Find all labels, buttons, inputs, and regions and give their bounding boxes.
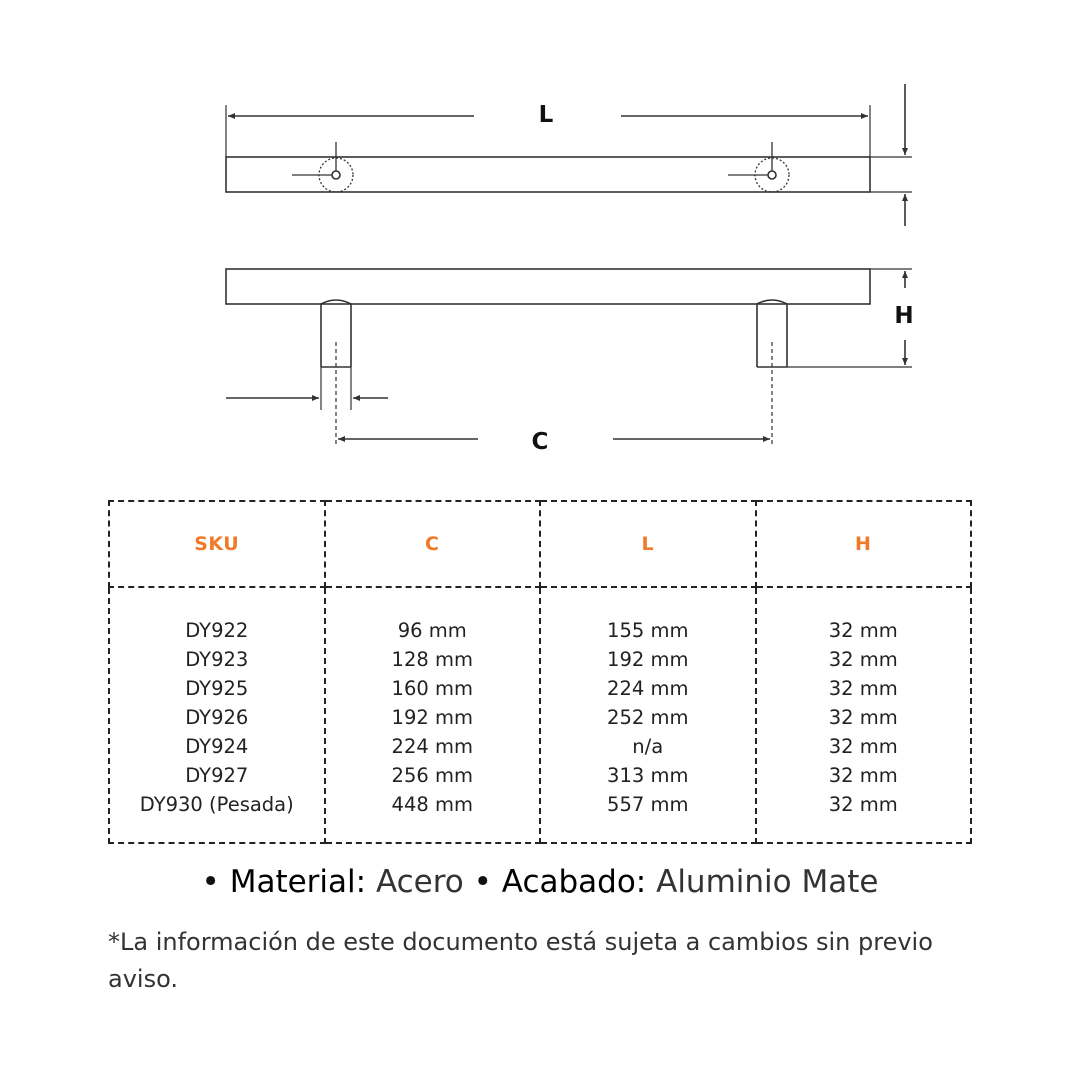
h-cell: 32 mm [828, 677, 898, 700]
handle-technical-drawing [0, 0, 1080, 470]
l-cell: 224 mm [607, 677, 689, 700]
h-cell: 32 mm [828, 619, 898, 642]
sku-cell: DY922 [185, 619, 249, 642]
c-cell: 192 mm [391, 706, 473, 729]
header-c: C [325, 501, 541, 587]
c-cell: 160 mm [391, 677, 473, 700]
l-cell: 192 mm [607, 648, 689, 671]
column-l [540, 587, 756, 843]
sku-cell: DY924 [185, 735, 249, 758]
c-cell: 448 mm [391, 793, 473, 816]
label-c: C [531, 429, 549, 455]
c-cell: 256 mm [391, 764, 473, 787]
column-h [756, 587, 972, 843]
material-value: Acero [375, 864, 464, 900]
l-cell: 252 mm [607, 706, 689, 729]
label-h: H [894, 303, 914, 329]
material-label: Material: [229, 864, 367, 900]
bullet: • [201, 864, 220, 900]
sku-cell: DY923 [185, 648, 249, 671]
finish-value: Aluminio Mate [656, 864, 879, 900]
c-cell: 96 mm [397, 619, 467, 642]
sku-cell: DY926 [185, 706, 249, 729]
h-cell: 32 mm [828, 735, 898, 758]
header-h: H [756, 501, 972, 587]
l-cell: 557 mm [607, 793, 689, 816]
spec-table [108, 500, 972, 844]
label-l: L [538, 102, 554, 128]
h-cell: 32 mm [828, 793, 898, 816]
header-l: L [540, 501, 756, 587]
sku-cell: DY930 (Pesada) [139, 793, 294, 816]
disclaimer: *La información de este documento está sujeta a cambios sin previo aviso. [108, 928, 933, 993]
l-cell: 155 mm [607, 619, 689, 642]
l-cell: 313 mm [607, 764, 689, 787]
sku-cell: DY925 [185, 677, 249, 700]
sku-cell: DY927 [185, 764, 249, 787]
material-finish-line [0, 864, 1080, 900]
bullet: • [473, 864, 492, 900]
h-cell: 32 mm [828, 706, 898, 729]
column-c [325, 587, 541, 843]
l-cell: n/a [632, 735, 664, 758]
c-cell: 224 mm [391, 735, 473, 758]
finish-label: Acabado: [501, 864, 647, 900]
h-cell: 32 mm [828, 764, 898, 787]
c-cell: 128 mm [391, 648, 473, 671]
column-sku [109, 587, 325, 843]
side-view-bar [226, 269, 870, 304]
header-sku: SKU [109, 501, 325, 587]
h-cell: 32 mm [828, 648, 898, 671]
